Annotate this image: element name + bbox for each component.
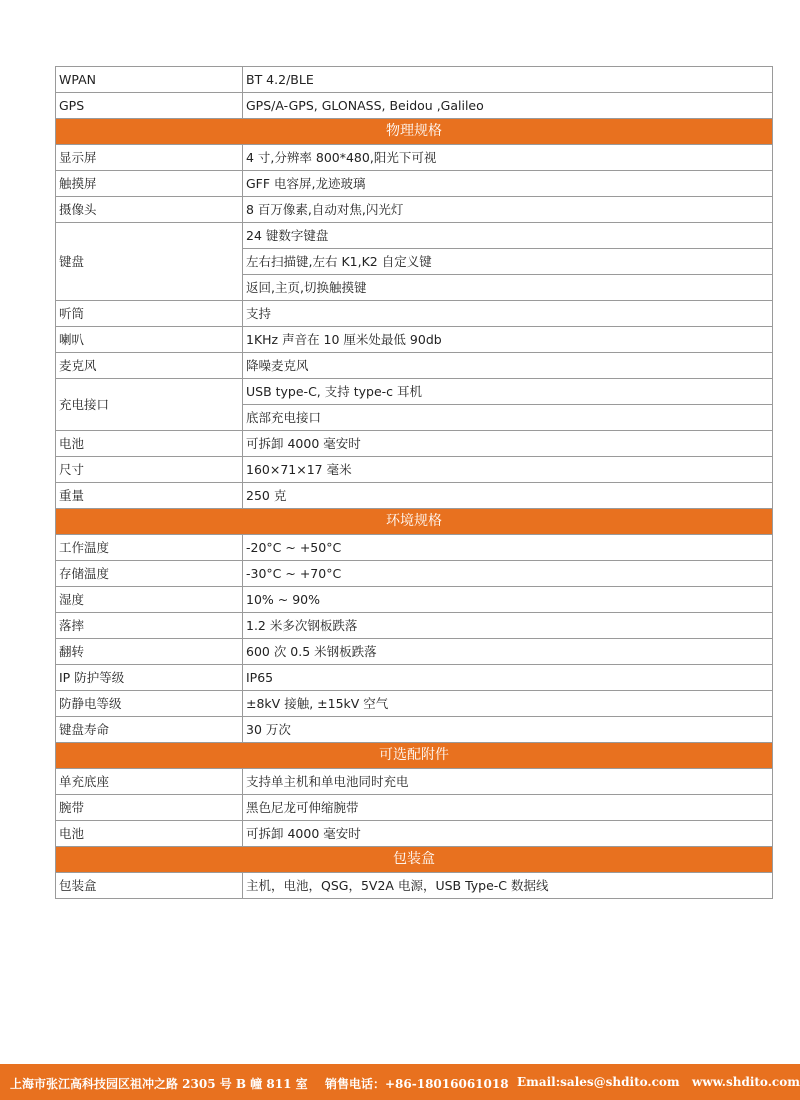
table-row [56, 691, 773, 717]
footer-email: Email:sales@shdito.com [517, 1075, 680, 1089]
table-row [56, 379, 773, 405]
spec-value: IP65 [243, 665, 773, 691]
section-header-physical [56, 119, 773, 145]
spec-label: 麦克风 [56, 353, 243, 379]
table-row [56, 67, 773, 93]
spec-value: 降噪麦克风 [243, 353, 773, 379]
footer-bar [0, 1064, 800, 1100]
table-row [56, 639, 773, 665]
spec-value: 可拆卸 4000 毫安时 [243, 431, 773, 457]
spec-label: 尺寸 [56, 457, 243, 483]
footer-website: www.shdito.com [692, 1075, 800, 1089]
spec-value: -30°C ~ +70°C [243, 561, 773, 587]
spec-label: 键盘寿命 [56, 717, 243, 743]
spec-value: GFF 电容屏,龙迹玻璃 [243, 171, 773, 197]
spec-value: 返回,主页,切换触摸键 [243, 275, 773, 301]
table-row [56, 483, 773, 509]
spec-label: 包装盒 [56, 873, 243, 899]
spec-value: BT 4.2/BLE [243, 67, 773, 93]
table-row [56, 93, 773, 119]
spec-value: 黑色尼龙可伸缩腕带 [243, 795, 773, 821]
spec-label: 触摸屏 [56, 171, 243, 197]
spec-label: 存储温度 [56, 561, 243, 587]
footer-phone: 销售电话：+86-18016061018 [325, 1077, 509, 1091]
spec-value: -20°C ~ +50°C [243, 535, 773, 561]
spec-label: 电池 [56, 821, 243, 847]
table-row [56, 327, 773, 353]
table-row [56, 223, 773, 249]
table-row [56, 301, 773, 327]
spec-label: WPAN [56, 67, 243, 93]
section-title: 包装盒 [56, 847, 773, 873]
table-row [56, 821, 773, 847]
section-title: 物理规格 [56, 119, 773, 145]
table-row [56, 769, 773, 795]
table-row [56, 873, 773, 899]
spec-label: 湿度 [56, 587, 243, 613]
spec-label: 充电接口 [56, 379, 243, 431]
spec-value: 24 键数字键盘 [243, 223, 773, 249]
spec-value: 底部充电接口 [243, 405, 773, 431]
section-header-accessories [56, 743, 773, 769]
spec-value: 支持单主机和单电池同时充电 [243, 769, 773, 795]
section-title: 环境规格 [56, 509, 773, 535]
spec-label: IP 防护等级 [56, 665, 243, 691]
spec-label: GPS [56, 93, 243, 119]
spec-value: 1.2 米多次钢板跌落 [243, 613, 773, 639]
table-row [56, 795, 773, 821]
spec-value: 8 百万像素,自动对焦,闪光灯 [243, 197, 773, 223]
table-row [56, 717, 773, 743]
spec-value: GPS/A-GPS, GLONASS, Beidou ,Galileo [243, 93, 773, 119]
spec-value: 4 寸,分辨率 800*480,阳光下可视 [243, 145, 773, 171]
table-row [56, 431, 773, 457]
spec-label: 听筒 [56, 301, 243, 327]
spec-value: 左右扫描键,左右 K1,K2 自定义键 [243, 249, 773, 275]
table-row [56, 535, 773, 561]
table-row [56, 457, 773, 483]
spec-value: 160×71×17 毫米 [243, 457, 773, 483]
spec-value: 1KHz 声音在 10 厘米处最低 90db [243, 327, 773, 353]
spec-value: 支持 [243, 301, 773, 327]
footer-address: 上海市张江高科技园区祖冲之路 2305 号 B 幢 811 室 [10, 1077, 308, 1091]
section-title: 可选配附件 [56, 743, 773, 769]
table-row [56, 613, 773, 639]
spec-value: 250 克 [243, 483, 773, 509]
spec-label: 显示屏 [56, 145, 243, 171]
spec-label: 工作温度 [56, 535, 243, 561]
table-row [56, 353, 773, 379]
spec-label: 单充底座 [56, 769, 243, 795]
spec-value: USB type-C, 支持 type-c 耳机 [243, 379, 773, 405]
table-row [56, 587, 773, 613]
spec-value: 可拆卸 4000 毫安时 [243, 821, 773, 847]
table-row [56, 665, 773, 691]
spec-label: 键盘 [56, 223, 243, 301]
spec-label: 落摔 [56, 613, 243, 639]
spec-value: ±8kV 接触, ±15kV 空气 [243, 691, 773, 717]
table-row [56, 197, 773, 223]
spec-label: 防静电等级 [56, 691, 243, 717]
table-row [56, 145, 773, 171]
spec-label: 电池 [56, 431, 243, 457]
spec-label: 喇叭 [56, 327, 243, 353]
spec-label: 腕带 [56, 795, 243, 821]
spec-value: 10% ~ 90% [243, 587, 773, 613]
spec-value: 600 次 0.5 米钢板跌落 [243, 639, 773, 665]
spec-value: 主机，电池，QSG，5V2A 电源，USB Type-C 数据线 [243, 873, 773, 899]
table-row [56, 561, 773, 587]
section-header-box [56, 847, 773, 873]
table-row [56, 171, 773, 197]
section-header-environment [56, 509, 773, 535]
spec-label: 翻转 [56, 639, 243, 665]
spec-table [55, 66, 773, 899]
spec-value: 30 万次 [243, 717, 773, 743]
spec-label: 摄像头 [56, 197, 243, 223]
spec-label: 重量 [56, 483, 243, 509]
